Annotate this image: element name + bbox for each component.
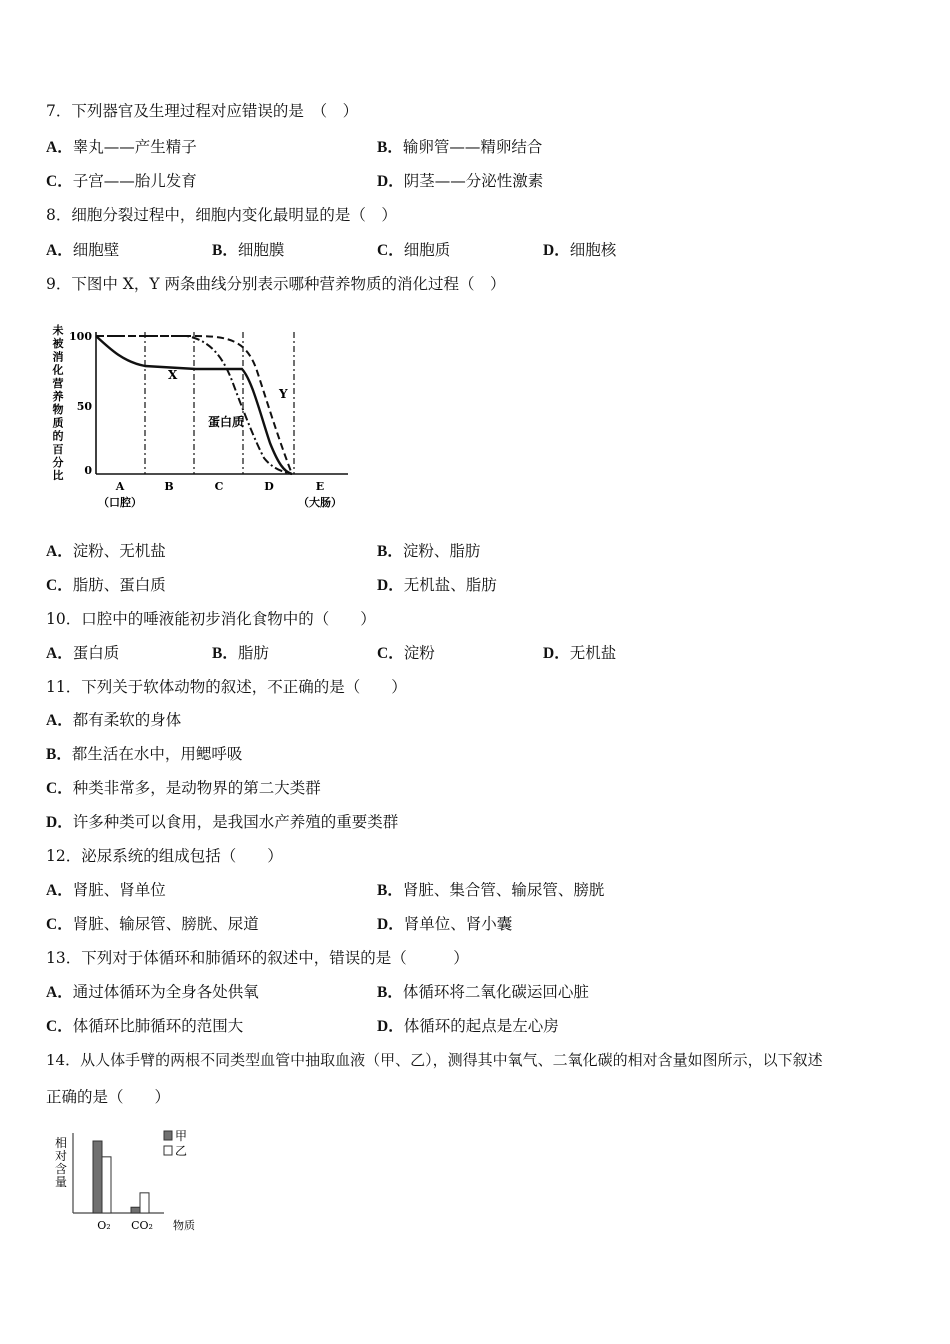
q8-option-d[interactable]: D．细胞核 — [543, 241, 617, 259]
ylabel-char: 营 — [52, 376, 64, 390]
q7-stem: 7．下列器官及生理过程对应错误的是 （ ） — [46, 102, 359, 120]
q10-option-b[interactable]: B．脂肪 — [212, 644, 269, 662]
y-tick-label: 0 — [84, 464, 92, 477]
y-tick-label: 50 — [76, 400, 92, 413]
q8-option-b[interactable]: B．细胞膜 — [212, 241, 285, 259]
q11-option-c[interactable]: C．种类非常多，是动物界的第二大类群 — [46, 779, 321, 797]
bar-chart-ylabel — [55, 1135, 67, 1189]
x-axis-label: 物质 — [173, 1219, 195, 1232]
q11-stem: 11．下列关于软体动物的叙述，不正确的是（ ） — [46, 678, 407, 696]
q13-option-c[interactable]: C．体循环比肺循环的范围大 — [46, 1017, 244, 1035]
digestion-line-chart — [46, 318, 356, 518]
x-sublabel-mouth: （口腔） — [98, 496, 142, 509]
q11-option-a[interactable]: A．都有柔软的身体 — [46, 711, 182, 729]
q9-options-row1 — [46, 541, 906, 561]
q7-options-row2 — [46, 171, 906, 191]
q11-option-b[interactable]: B．都生活在水中，用鳃呼吸 — [46, 745, 243, 763]
q13-stem: 13．下列对于体循环和肺循环的叙述中，错误的是（ ） — [46, 949, 469, 967]
bar-co2-jia — [131, 1207, 140, 1213]
q7-options-row1 — [46, 137, 906, 157]
q12-option-a[interactable]: A．肾脏、肾单位 — [46, 881, 166, 899]
q8-option-c[interactable]: C．细胞质 — [377, 241, 451, 259]
q13-options-row2 — [46, 1016, 906, 1036]
ylabel-char: 百 — [52, 442, 64, 456]
x-category-o2: O₂ — [97, 1219, 111, 1232]
x-sublabel-large-intestine: （大肠） — [298, 496, 342, 509]
ylabel-char: 未 — [52, 324, 64, 337]
ylabel-char: 分 — [52, 456, 64, 469]
q7-option-a[interactable]: A．睾丸——产生精子 — [46, 138, 197, 156]
bar-co2-yi — [140, 1193, 149, 1213]
curve-label-protein: 蛋白质 — [208, 415, 245, 429]
legend-swatch-jia — [164, 1131, 172, 1140]
ylabel-char: 的 — [52, 429, 64, 443]
ylabel-char: 被 — [52, 337, 64, 351]
q7-option-b[interactable]: B．输卵管——精卵结合 — [377, 138, 543, 156]
x-tick-label: E — [315, 480, 325, 493]
q12-option-c[interactable]: C．肾脏、输尿管、膀胱、尿道 — [46, 915, 259, 933]
q13-option-b[interactable]: B．体循环将二氧化碳运回心脏 — [377, 983, 589, 1001]
legend-label-jia: 甲 — [175, 1129, 188, 1143]
ylabel-char: 养 — [52, 390, 64, 403]
q9-option-d[interactable]: D．无机盐、脂肪 — [377, 576, 497, 594]
q8-options-row — [46, 240, 906, 260]
q13-option-d[interactable]: D．体循环的起点是左心房 — [377, 1017, 559, 1035]
legend-swatch-yi — [164, 1146, 172, 1155]
ylabel-char: 物 — [52, 403, 64, 417]
q14-stem-line1: 14．从人体手臂的两根不同类型血管中抽取血液（甲、乙），测得其中氧气、二氧化碳的相对含量如图所示，以下叙述 — [46, 1051, 823, 1069]
q14-stem-line2: 正确的是（ ） — [46, 1088, 171, 1106]
q10-option-a[interactable]: A．蛋白质 — [46, 644, 120, 662]
q8-option-a[interactable]: A．细胞壁 — [46, 241, 120, 259]
bar-o2-yi — [102, 1157, 111, 1213]
q11-option-d[interactable]: D．许多种类可以食用，是我国水产养殖的重要类群 — [46, 813, 399, 831]
x-category-co2: CO₂ — [131, 1219, 153, 1232]
ylabel-char: 比 — [52, 469, 64, 483]
q12-stem: 12．泌尿系统的组成包括（ ） — [46, 847, 283, 865]
q10-stem: 10．口腔中的唾液能初步消化食物中的（ ） — [46, 610, 376, 628]
bar-o2-jia — [93, 1141, 102, 1213]
legend-label-yi: 乙 — [175, 1144, 188, 1158]
ylabel-char: 消 — [52, 350, 64, 364]
x-tick-label: C — [214, 480, 224, 493]
ylabel-char: 含 — [54, 1162, 68, 1176]
q9-stem: 9．下图中 X，Y 两条曲线分别表示哪种营养物质的消化过程（ ） — [46, 275, 506, 293]
ylabel-char: 对 — [54, 1149, 68, 1163]
q10-option-d[interactable]: D．无机盐 — [543, 644, 617, 662]
q9-option-b[interactable]: B．淀粉、脂肪 — [377, 542, 481, 560]
curve-label-y: Y — [279, 387, 288, 401]
blood-gas-bar-chart — [52, 1125, 212, 1240]
q13-options-row1 — [46, 982, 906, 1002]
q7-option-c[interactable]: C．子宫——胎儿发育 — [46, 172, 197, 190]
y-tick-label: 100 — [69, 330, 92, 343]
q13-option-a[interactable]: A．通过体循环为全身各处供氧 — [46, 983, 259, 1001]
curve-label-x: X — [168, 368, 178, 382]
ylabel-char: 相 — [54, 1136, 68, 1150]
q10-option-c[interactable]: C．淀粉 — [377, 644, 435, 662]
q7-option-d[interactable]: D．阴茎——分泌性激素 — [377, 172, 544, 190]
q9-option-c[interactable]: C．脂肪、蛋白质 — [46, 576, 166, 594]
x-tick-label: A — [115, 480, 125, 493]
x-tick-label: B — [164, 480, 174, 493]
q12-options-row2 — [46, 914, 906, 934]
q9-options-row2 — [46, 575, 906, 595]
ylabel-char: 量 — [54, 1175, 68, 1189]
q10-options-row — [46, 643, 906, 663]
chart-ylabel — [52, 323, 65, 482]
x-tick-label: D — [264, 480, 274, 493]
q12-option-d[interactable]: D．肾单位、肾小囊 — [377, 915, 513, 933]
ylabel-char: 质 — [52, 416, 64, 430]
q12-option-b[interactable]: B．肾脏、集合管、输尿管、膀胱 — [377, 881, 605, 899]
q9-option-a[interactable]: A．淀粉、无机盐 — [46, 542, 166, 560]
ylabel-char: 化 — [52, 363, 64, 377]
q8-stem: 8．细胞分裂过程中，细胞内变化最明显的是（ ） — [46, 206, 397, 224]
q12-options-row1 — [46, 880, 906, 900]
